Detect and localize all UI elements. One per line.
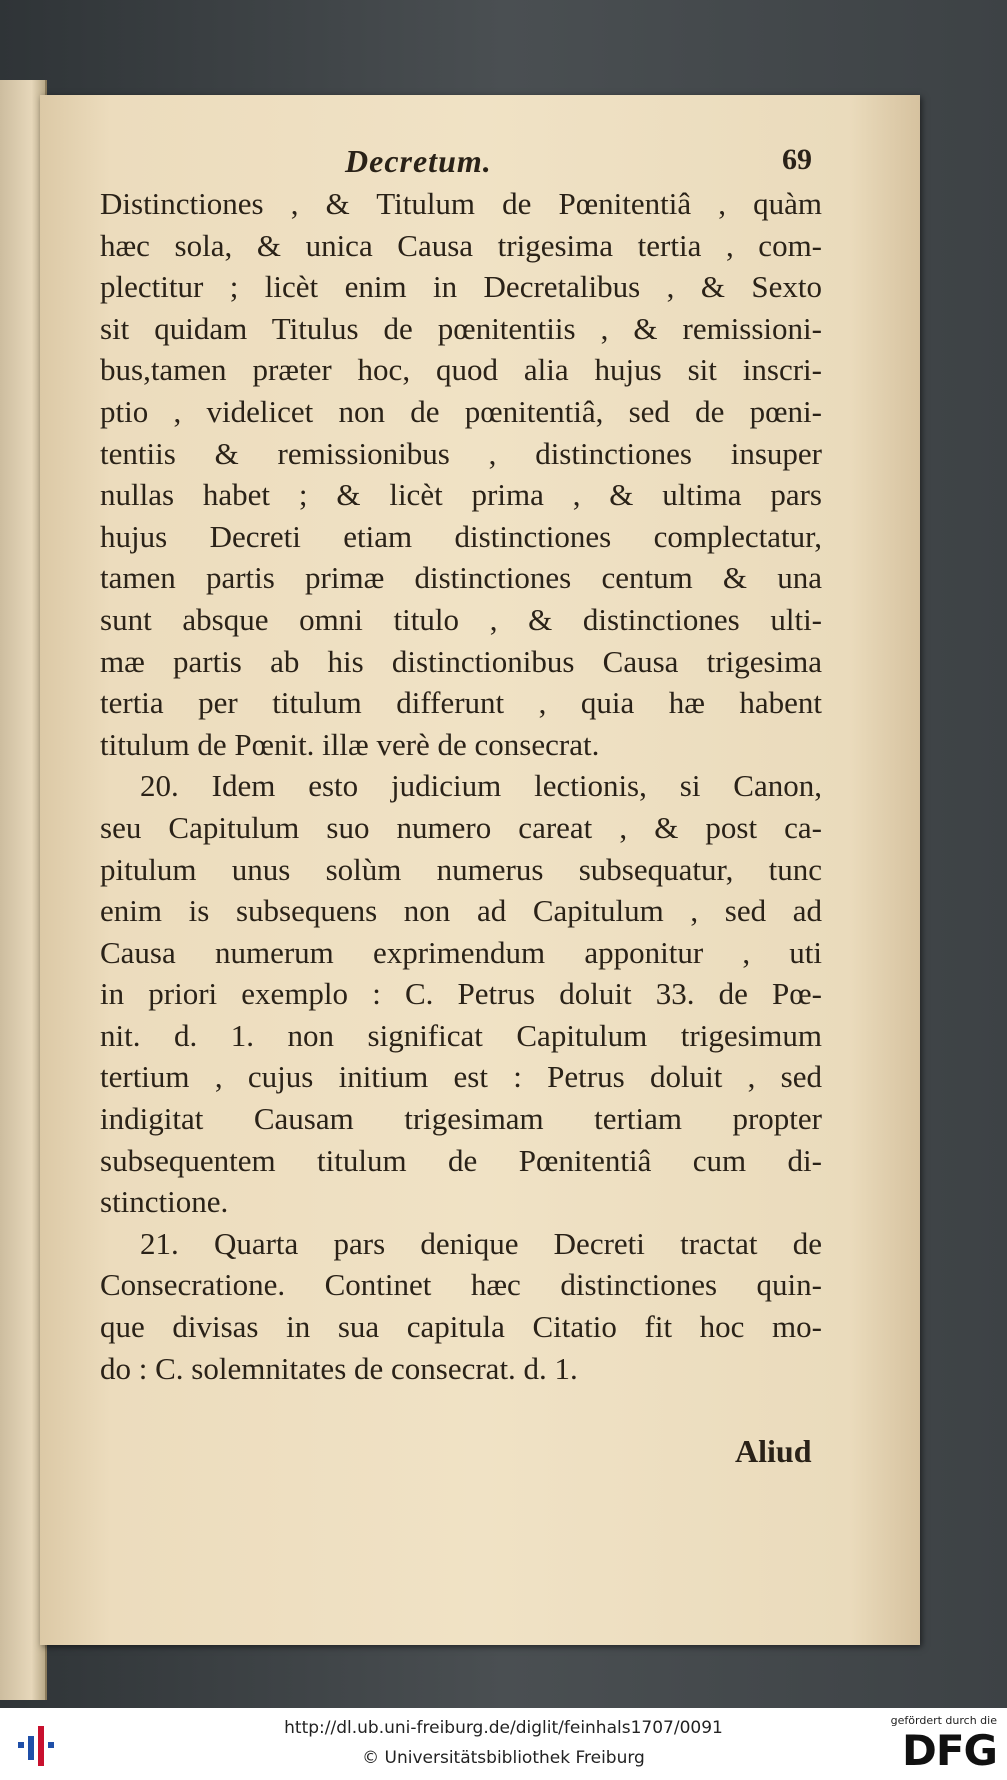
text-line: pitulum unus solùm numerus subsequatur, tunc: [100, 851, 822, 887]
page-number: 69: [782, 143, 812, 176]
text-line: Consecratione. Continet hæc distinctiones quin-: [100, 1267, 822, 1303]
text-line: hujus Decreti etiam distinctiones complectatur,: [100, 518, 822, 554]
text-line: bus,tamen præter hoc, quod alia hujus sit inscri-: [100, 352, 822, 388]
text-line: seu Capitulum suo numero careat , & post ca-: [100, 809, 822, 845]
text-line: tentiis & remissionibus , distinctiones insuper: [100, 435, 822, 471]
text-line: tertium , cujus initium est : Petrus doluit , sed: [100, 1059, 822, 1095]
text-line: Causa numerum exprimendum apponitur , uti: [100, 934, 822, 970]
text-line: tamen partis primæ distinctiones centum & una: [100, 560, 822, 596]
permalink-url[interactable]: http://dl.ub.uni-freiburg.de/diglit/feinhals1707/0091: [284, 1718, 723, 1738]
text-line: 21. Quarta pars denique Decreti tractat de: [140, 1225, 822, 1261]
text-line: nit. d. 1. non significat Capitulum trigesimum: [100, 1017, 822, 1053]
dfg-logo: DFG: [901, 1726, 997, 1775]
text-line: plectitur ; licèt enim in Decretalibus , & Sexto: [100, 269, 822, 305]
text-line: subsequentem titulum de Pœnitentiâ cum di-: [100, 1142, 822, 1178]
text-line: stinctione.: [100, 1184, 229, 1220]
text-line: sunt absque omni titulo , & distinctiones ulti-: [100, 601, 822, 637]
text-line: tertia per titulum differunt , quia hæ habent: [100, 685, 822, 721]
text-line: in priori exemplo : C. Petrus doluit 33. de Pœ-: [100, 976, 822, 1012]
copyright-text: © Universitätsbibliothek Freiburg: [362, 1748, 645, 1768]
text-line: sit quidam Titulus de pœnitentiis , & remissioni-: [100, 310, 822, 346]
text-line: hæc sola, & unica Causa trigesima tertia , com-: [100, 227, 822, 263]
viewer-footer: [0, 1708, 1007, 1780]
text-line: 20. Idem esto judicium lectionis, si Canon,: [140, 768, 822, 804]
catchword: Aliud: [735, 1433, 812, 1469]
text-line: mæ partis ab his distinctionibus Causa trigesima: [100, 643, 822, 679]
body-text: [100, 183, 822, 1389]
text-line: nullas habet ; & licèt prima , & ultima pars: [100, 477, 822, 513]
text-line: ptio , videlicet non de pœnitentiâ, sed de pœni-: [100, 393, 822, 429]
funding-note: gefördert durch die: [890, 1714, 997, 1727]
running-head: Decretum.: [345, 143, 492, 179]
text-line: Distinctiones , & Titulum de Pœnitentiâ , quàm: [100, 186, 822, 221]
text-line: do : C. solemnitates de consecrat. d. 1.: [100, 1350, 578, 1386]
text-line: enim is subsequens non ad Capitulum , sed ad: [100, 893, 822, 929]
text-line: que divisas in sua capitula Citatio fit hoc mo-: [100, 1309, 822, 1345]
text-line: titulum de Pœnit. illæ verè de consecrat.: [100, 726, 600, 762]
text-line: indigitat Causam trigesimam tertiam propter: [100, 1101, 822, 1137]
